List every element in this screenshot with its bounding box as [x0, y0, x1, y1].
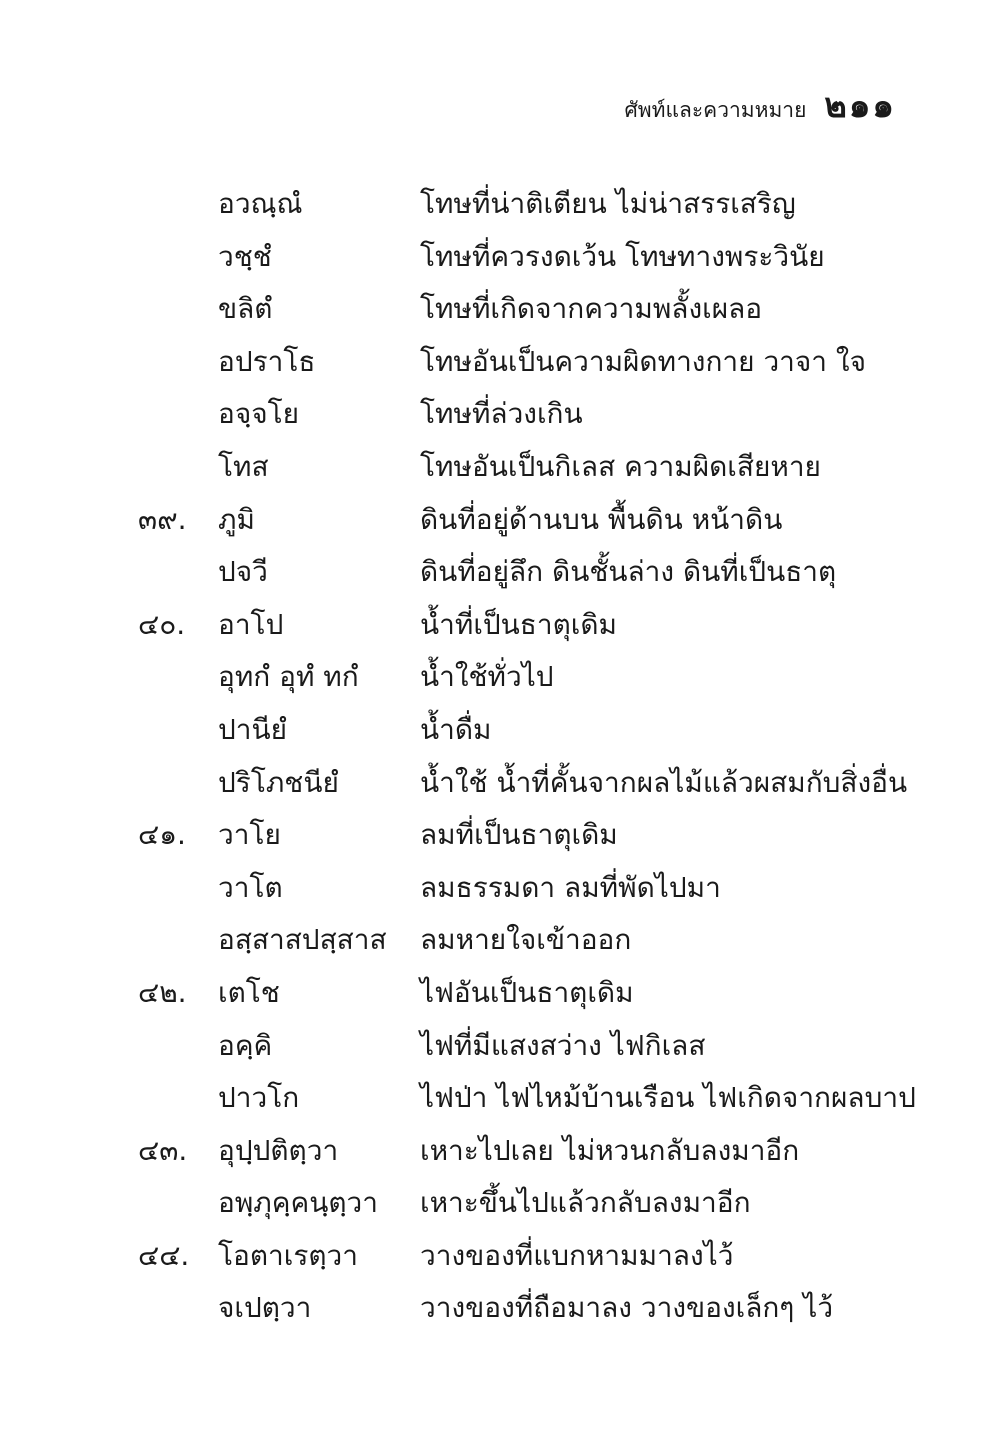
pali-term: เตโช — [218, 975, 280, 1009]
pali-term: อพฺภุคฺคนฺตฺวา — [218, 1186, 378, 1220]
entry-number: ๔๒. — [138, 975, 187, 1009]
pali-term: ปานียํ — [218, 712, 288, 746]
entry-number: ๔๑. — [138, 818, 186, 852]
thai-meaning: น้ำดื่ม — [420, 712, 492, 746]
list-item — [0, 862, 1000, 915]
list-item — [0, 651, 1000, 704]
thai-meaning: ไฟป่า ไฟไหม้บ้านเรือน ไฟเกิดจากผลบาป — [420, 1081, 916, 1115]
pali-term: วาโย — [218, 818, 281, 852]
thai-meaning: ดินที่อยู่ด้านบน พื้นดิน หน้าดิน — [420, 502, 783, 536]
pali-term: อุทกํ อุทํ ทกํ — [218, 660, 359, 694]
pali-term: ภูมิ — [218, 502, 255, 536]
entry-number: ๔๐. — [138, 607, 186, 641]
list-item — [0, 1072, 1000, 1125]
list-item — [0, 283, 1000, 336]
thai-meaning: โทษที่ควรงดเว้น โทษทางพระวินัย — [420, 239, 825, 273]
thai-meaning: โทษอันเป็นกิเลส ความผิดเสียหาย — [420, 449, 821, 483]
pali-term: จเปตฺวา — [218, 1291, 312, 1325]
page-number: ๒๑๑ — [824, 86, 896, 126]
page-header — [624, 78, 896, 132]
thai-meaning: น้ำใช้ น้ำที่คั้นจากผลไม้แล้วผสมกับสิ่งอื่น — [420, 765, 908, 799]
list-item — [0, 809, 1000, 862]
thai-meaning: วางของที่ถือมาลง วางของเล็กๆ ไว้ — [420, 1291, 834, 1325]
list-item — [0, 704, 1000, 757]
entry-number: ๓๙. — [138, 502, 187, 536]
pali-term: ปริโภชนียํ — [218, 765, 339, 799]
thai-meaning: วางของที่แบกหามมาลงไว้ — [420, 1238, 734, 1272]
thai-meaning: ลมธรรมดา ลมที่พัดไปมา — [420, 870, 721, 904]
pali-term: อาโป — [218, 607, 284, 641]
thai-meaning: ไฟที่มีแสงสว่าง ไฟกิเลส — [420, 1028, 706, 1062]
list-item — [0, 494, 1000, 547]
entry-number: ๔๓. — [138, 1133, 188, 1167]
running-title: ศัพท์และความหมาย — [624, 98, 807, 122]
thai-meaning: โทษที่น่าติเตียน ไม่น่าสรรเสริญ — [420, 187, 796, 220]
pali-term: อวณฺณํ — [218, 187, 303, 220]
pali-term: วชฺชํ — [218, 239, 272, 273]
list-item — [0, 336, 1000, 389]
pali-term: อจฺจโย — [218, 397, 300, 431]
list-item — [0, 1020, 1000, 1073]
list-item — [0, 546, 1000, 599]
pali-term: อสฺสาสปสฺสาส — [218, 923, 387, 957]
pali-term: โทส — [218, 449, 269, 483]
list-item — [0, 757, 1000, 810]
thai-meaning: โทษที่เกิดจากความพลั้งเผลอ — [420, 292, 763, 326]
list-item — [0, 1282, 1000, 1335]
entry-number: ๔๔. — [138, 1238, 190, 1272]
list-item — [0, 231, 1000, 284]
thai-meaning: เหาะขึ้นไปแล้วกลับลงมาอีก — [420, 1186, 751, 1220]
pali-term: ขลิตํ — [218, 292, 273, 326]
pali-term: โอตาเรตฺวา — [218, 1238, 358, 1272]
vocabulary-list — [0, 178, 1000, 1335]
list-item — [0, 178, 1000, 231]
thai-meaning: โทษที่ล่วงเกิน — [420, 397, 583, 431]
list-item — [0, 1177, 1000, 1230]
pali-term: อปราโธ — [218, 344, 316, 378]
thai-meaning: น้ำใช้ทั่วไป — [420, 660, 554, 694]
thai-meaning: เหาะไปเลย ไม่หวนกลับลงมาอีก — [420, 1133, 800, 1167]
pali-term: อคฺคิ — [218, 1028, 273, 1062]
pali-term: วาโต — [218, 870, 283, 904]
list-item — [0, 1230, 1000, 1283]
pali-term: อุปฺปติตฺวา — [218, 1133, 339, 1167]
list-item — [0, 388, 1000, 441]
thai-meaning: น้ำที่เป็นธาตุเดิม — [420, 607, 618, 641]
list-item — [0, 967, 1000, 1020]
pali-term: ปจวี — [218, 555, 268, 589]
thai-meaning: ลมที่เป็นธาตุเดิม — [420, 818, 618, 852]
thai-meaning: ไฟอันเป็นธาตุเดิม — [420, 975, 634, 1009]
thai-meaning: ดินที่อยู่ลึก ดินชั้นล่าง ดินที่เป็นธาตุ — [420, 555, 837, 589]
list-item — [0, 914, 1000, 967]
list-item — [0, 441, 1000, 494]
thai-meaning: ลมหายใจเข้าออก — [420, 923, 632, 957]
list-item — [0, 1125, 1000, 1178]
list-item — [0, 599, 1000, 652]
thai-meaning: โทษอันเป็นความผิดทางกาย วาจา ใจ — [420, 344, 867, 378]
pali-term: ปาวโก — [218, 1081, 300, 1115]
